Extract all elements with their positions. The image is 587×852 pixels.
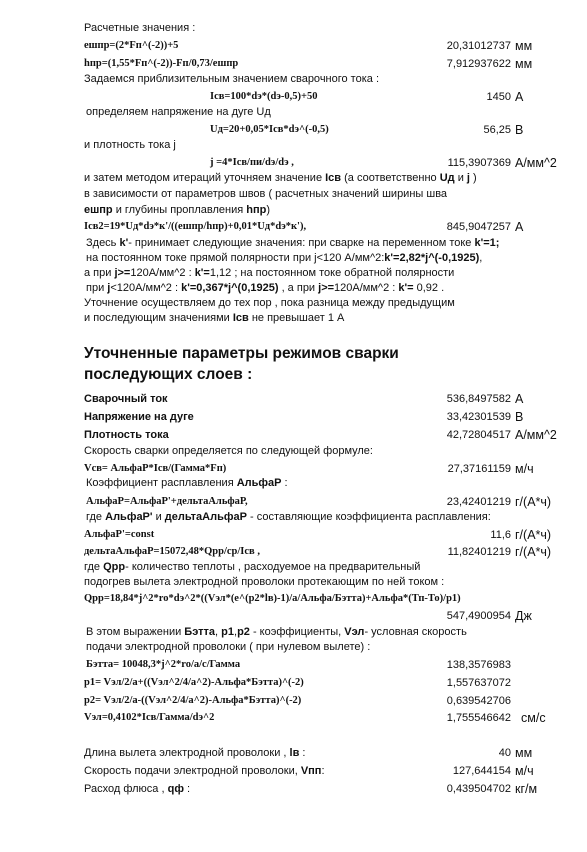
value: 33,42301539 [446,411,511,423]
text: Задаемся приблизительным значением сварочного тока : [84,73,379,85]
value: 0,639542706 [446,695,511,707]
unit: м/ч [515,462,534,476]
value: 7,912937622 [446,58,511,70]
formula: hпр=(1,55*Fп^(-2))-Fп/0,73/ешпр [84,58,239,69]
formula: p2= Vэл/2/а-((Vэл^2/4/а^2)-Альфа*Бэтта)^(-2) [84,695,302,706]
formula-row [0,528,587,546]
text-line [0,476,587,494]
value: 56,25 [483,124,511,136]
text-line [0,311,587,329]
param-row [0,782,587,800]
text-line [0,72,587,90]
value: 0,439504702 [446,783,511,795]
formula-row [0,694,587,712]
text-line [0,444,587,462]
text: подогрев вылета электродной проволоки протекающим по ней током : [84,576,445,588]
formula: Бэтта= 10048,3*j^2*ro/а/с/Гамма [86,659,241,670]
value: 138,3576983 [446,659,511,671]
value: 23,42401219 [446,496,511,508]
formula: АльфаР'=const [84,529,155,540]
value: 11,6 [490,529,511,541]
text: Скорость сварки определяется по следующей формуле: [84,445,373,457]
value: 547,4900954 [446,610,511,622]
unit: А [515,90,524,104]
text: при j<120А/мм^2 : k'=0,367*j^(0,1925) , а при j>=120А/мм^2 : k'= 0,92 . [86,282,445,294]
formula: Uд=20+0,05*Iсв*dэ^(-0,5) [210,124,329,135]
text: В этом выражении Бэтта, p1,p2 - коэффициенты, Vэл- условная скорость [86,626,467,638]
text-line [0,21,587,39]
text-line [0,138,587,156]
unit: г/(А*ч) [515,528,552,542]
formula: Vсв= АльфаР*Iсв/(Гамма*Fп) [84,463,227,474]
formula: Vэл=0,4102*Iсв/Гамма/dэ^2 [84,712,215,723]
param-row [0,410,587,428]
text: где Qрр- количество теплоты , расходуемое на предварительный [84,561,421,573]
value: 1,557637072 [446,677,511,689]
param-row [0,764,587,782]
text: подачи электродной проволоки ( при нулевом вылете) : [86,641,371,653]
formula: Iсв=100*dэ*(dэ-0,5)+50 [210,91,318,102]
text-line [0,105,587,123]
text: и плотность тока j [84,139,176,151]
label: Сварочный ток [84,393,168,405]
formula: Iсв2=19*Uд*dэ*к'/((ешпр/hпр)+0,01*Uд*dэ*к'), [84,221,307,232]
unit: Дж [515,609,532,623]
text-line [0,203,587,221]
formula-row [0,592,587,610]
formula: p1= Vэл/2/а+((Vэл^2/4/а^2)-Альфа*Бэтта)^(-2) [84,677,304,688]
unit: кг/м [515,782,538,796]
text: Коэффициент расплавления АльфаР : [86,477,288,489]
unit: г/(А*ч) [515,495,552,509]
formula: дельтаАльфаР=15072,48*Qрр/ср/Iсв , [84,546,260,557]
value: 20,31012737 [446,40,511,52]
unit: г/(А*ч) [515,545,552,559]
formula: Qрр=18,84*j^2*ro*dэ^2*((Vэл*(e^(p2*lв)-1)/а/Альфа/Бэтта)+Альфа*(Тп-То)/p1) [84,593,461,604]
text: определяем напряжение на дуге Uд [86,106,271,118]
text-line [0,510,587,528]
value: 40 [498,747,511,759]
unit: см/с [521,711,546,725]
value: 42,72804517 [446,429,511,441]
formula: ешпр=(2*Fп^(-2))+5 [84,40,179,51]
label: Плотность тока [84,429,169,441]
label: Скорость подачи электродной проволоки, Vпп: [84,765,325,777]
label: Расход флюса , qф : [84,783,191,795]
unit: А [515,220,524,234]
text-line [0,575,587,593]
unit: мм [515,57,533,71]
section-heading: Уточненные параметры режимов сварки [84,345,399,362]
value: 1,755546642 [446,712,511,724]
section-title: Расчетные значения : [84,22,196,34]
text: Здесь k'- принимает следующие значения: при сварке на переменном токе k'=1; [86,237,500,249]
param-row [0,746,587,764]
value: 845,9047257 [446,221,511,233]
text: на постоянном токе прямой полярности при j<120 А/мм^2:k'=2,82*j^(-0,1925), [86,252,483,264]
unit: мм [515,746,533,760]
formula-row [0,676,587,694]
text: и последующим значениями Iсв не превышает 1 А [84,312,345,324]
value: 536,8497582 [446,393,511,405]
formula-row [0,658,587,676]
text: где АльфаР' и дельтаАльфаР - составляющие коэффициента расплавления: [86,511,491,523]
formula: j =4*Iсв/пи/dэ/dэ , [210,157,294,168]
unit: В [515,123,524,137]
text: ешпр и глубины проплавления hпр) [84,204,271,216]
param-row [0,392,587,410]
value: 1450 [486,91,511,103]
label: Напряжение на дуге [84,411,194,423]
section-heading: последующих слоев : [84,366,253,383]
unit: А/мм^2 [515,428,557,442]
text: а при j>=120А/мм^2 : k'=1,12 ; на постоянном токе обратной полярности [84,267,455,279]
unit: А/мм^2 [515,156,557,170]
text-line [0,640,587,658]
formula: АльфаР=АльфаР'+дельтаАльфаР, [86,496,248,507]
value: 115,3907369 [447,157,511,169]
unit: В [515,410,524,424]
formula-row [0,39,587,57]
label: Длина вылета электродной проволоки , lв : [84,747,306,759]
unit: м/ч [515,764,534,778]
text: и затем методом итераций уточняем значение Iсв (а соответственно Uд и j ) [84,172,477,184]
text: Уточнение осуществляем до тех пор , пока разница между предыдущим [84,297,455,309]
formula-row [0,711,587,729]
text: в зависимости от параметров швов ( расчетных значений ширины шва [84,188,448,200]
unit: мм [515,39,533,53]
unit: А [515,392,524,406]
value: 11,82401219 [447,546,511,558]
value: 127,644154 [452,765,511,777]
value: 27,37161159 [447,463,511,475]
